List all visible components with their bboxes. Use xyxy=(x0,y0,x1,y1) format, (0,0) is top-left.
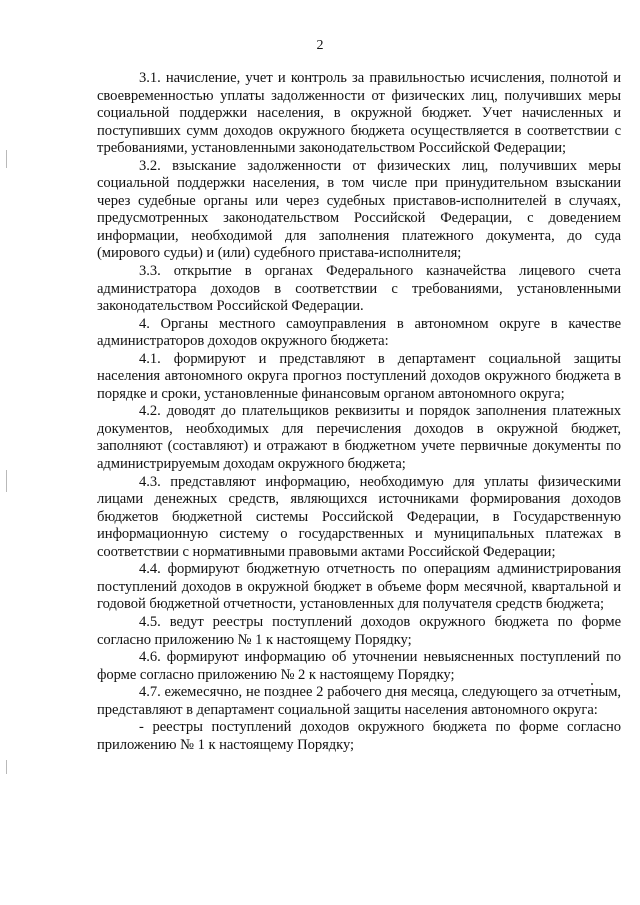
paragraph-3-2: 3.2. взыскание задолженности от физических лиц, получивших меры социальной поддержки населения, в том числе при принудительном взыскании через судебные органы или через судебных приставов-исполнителей в случаях, предусмотренных законодательством Российской Федерации, с доведением информации, необходимой для заполнения платежного документа, до суда (мирового судьи) и (или) судебного пристава-исполнителя; xyxy=(97,157,621,262)
paragraph-4-6: 4.6. формируют информацию об уточнении невыясненных поступлений по форме согласно приложению № 2 к настоящему Порядку; xyxy=(97,649,621,683)
document-body xyxy=(97,70,621,754)
scan-artifact xyxy=(6,150,7,168)
paragraph-4: 4. Органы местного самоуправления в автономном округе в качестве администраторов доходов окружного бюджета: xyxy=(97,315,621,350)
paragraph-4-7-item-1: - реестры поступлений доходов окружного бюджета по форме согласно приложению № 1 к настоящему Порядку; xyxy=(97,719,621,753)
paragraph-4-1: 4.1. формируют и представляют в департамент социальной защиты населения автономного округа прогноз поступлений доходов окружного бюджета в порядке и сроки, установленные финансовым органом автономного округа; xyxy=(97,350,621,402)
page-number: 2 xyxy=(316,38,324,53)
paragraph-4-3: 4.3. представляют информацию, необходимую для уплаты физическими лицами денежных средств, являющихся источниками формирования доходов бюджетов бюджетной системы Российской Федерации, в Государственную информационную систему о государственных и муниципальных платежах в соответствии с нормативными правовыми актами Российской Федерации; xyxy=(97,473,621,560)
scan-artifact xyxy=(6,470,7,492)
paragraph-3-3: 3.3. открытие в органах Федерального казначейства лицевого счета администратора доходов в соответствии с требованиями, установленными законодательством Российской Федерации. xyxy=(97,263,621,315)
paragraph-3-1: 3.1. начисление, учет и контроль за правильностью исчисления, полнотой и своевременностью уплаты задолженности от физических лиц, получивших меры социальной поддержки населения, в окружной бюджет. Учет начисленных и поступивших сумм доходов окружного бюджета осуществляется в соответствии с требованиями, установленными законодательством Российской Федерации; xyxy=(97,70,621,157)
paragraph-4-4: 4.4. формируют бюджетную отчетность по операциям администрирования поступлений доходов в окружной бюджет в объеме форм месячной, квартальной и годовой бюджетной отчетности, установленных для получателя средств бюджета; xyxy=(97,561,621,613)
paragraph-4-7: 4.7. ежемесячно, не позднее 2 рабочего дня месяца, следующего за отчетным, представляют в департамент социальной защиты населения автономного округа: xyxy=(97,684,621,718)
paragraph-4-5: 4.5. ведут реестры поступлений доходов окружного бюджета по форме согласно приложению № 1 к настоящему Порядку; xyxy=(97,613,621,648)
scan-artifact xyxy=(6,760,7,774)
paragraph-4-2: 4.2. доводят до плательщиков реквизиты и порядок заполнения платежных документов, необходимых для перечисления доходов в окружной бюджет, заполняют (составляют) и отражают в бюджетном учете первичные документы по администрируемым доходам окружного бюджета; xyxy=(97,403,621,473)
